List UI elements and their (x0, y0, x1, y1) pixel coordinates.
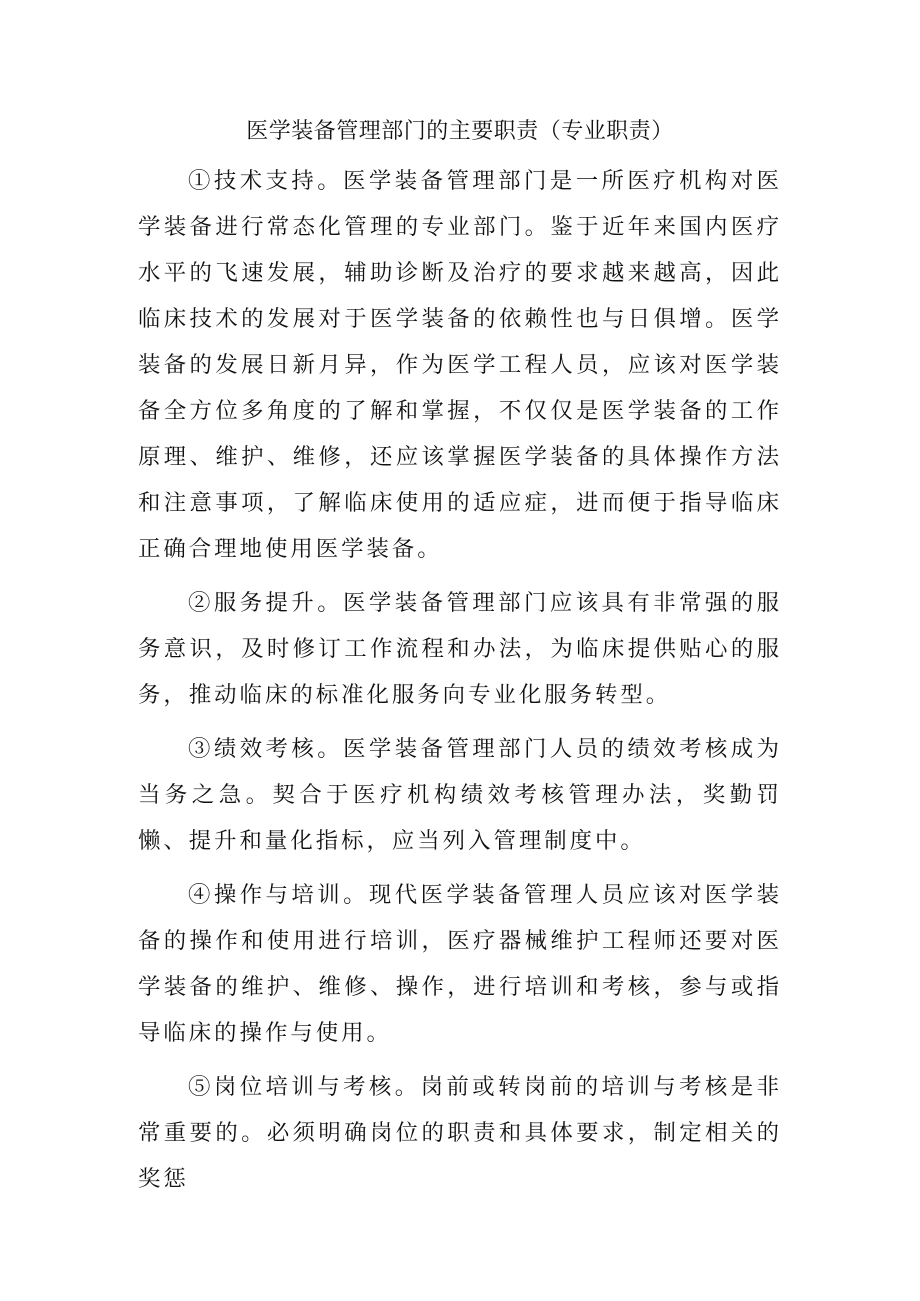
paragraph-service-improvement: ②服务提升。医学装备管理部门应该具有非常强的服务意识，及时修订工作流程和办法，为临床提供贴心的服务，推动临床的标准化服务向专业化服务转型。 (138, 590, 782, 708)
document-title: 医学装备管理部门的主要职责（专业职责） (246, 119, 674, 144)
paragraph-performance-assessment: ③绩效考核。医学装备管理部门人员的绩效考核成为当务之急。契合于医疗机构绩效考核管理办法，奖勤罚懒、提升和量化指标，应当列入管理制度中。 (138, 736, 782, 854)
paragraph-technical-support: ①技术支持。医学装备管理部门是一所医疗机构对医学装备进行常态化管理的专业部门。鉴于近年来国内医疗水平的飞速发展，辅助诊断及治疗的要求越来越高，因此临床技术的发展对于医学装备的依赖性也与日俱增。医学装备的发展日新月异，作为医学工程人员，应该对医学装备全方位多角度的了解和掌握，不仅仅是医学装备的工作原理、维护、维修，还应该掌握医学装备的具体操作方法和注意事项，了解临床使用的适应症，进而便于指导临床正确合理地使用医学装备。 (138, 168, 782, 562)
document-body (138, 158, 782, 1210)
paragraph-operation-training: ④操作与培训。现代医学装备管理人员应该对医学装备的操作和使用进行培训，医疗器械维护工程师还要对医学装备的维护、维修、操作，进行培训和考核，参与或指导临床的操作与使用。 (138, 882, 782, 1046)
paragraph-post-training: ⑤岗位培训与考核。岗前或转岗前的培训与考核是非常重要的。必须明确岗位的职责和具体要求，制定相关的奖惩 (138, 1074, 782, 1192)
